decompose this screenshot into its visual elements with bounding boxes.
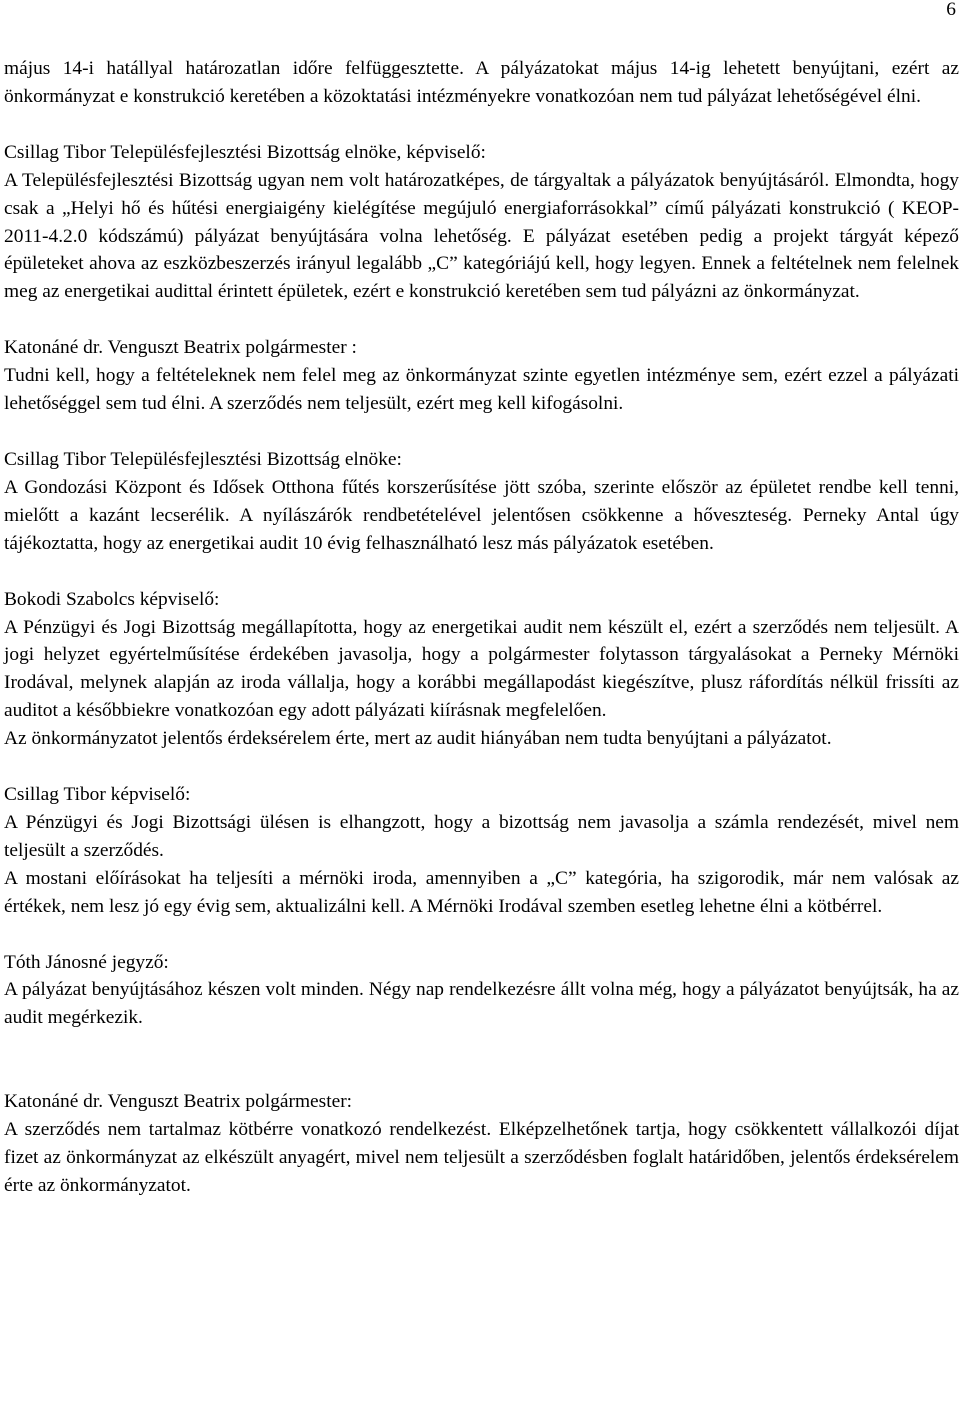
page-number: 6 (946, 0, 956, 20)
document-page (4, 0, 959, 1200)
speaker-heading: Katonáné dr. Venguszt Beatrix polgármester: (4, 1091, 353, 1113)
section-katonane-2 (4, 1088, 959, 1200)
section-csillag-2 (4, 446, 959, 558)
statement-paragraph: A Pénzügyi és Jogi Bizottsági ülésen is elhangzott, hogy a bizottság nem javasolja a számla rendezését, mivel nem teljesült a szerződés. (4, 811, 959, 861)
speaker-heading: Csillag Tibor Településfejlesztési Bizottság elnöke: (4, 448, 402, 470)
speaker-heading: Katonáné dr. Venguszt Beatrix polgármester : (4, 337, 357, 359)
section-csillag-3 (4, 781, 959, 921)
statement-paragraph: Tudni kell, hogy a feltételeknek nem felel meg az önkormányzat szinte egyetlen intézménye sem, ezért ezzel a pályázati lehetőséggel sem tud élni. A szerződés nem teljesült, ezért meg kell kifogásolni. (4, 365, 959, 415)
statement-paragraph: A mostani előírásokat ha teljesíti a mérnöki iroda, amennyiben a „C” kategória, ha szigorodik, már nem valósak az értékek, nem lesz jó egy évig sem, aktualizálni kell. A Mérnöki Irodával szemben esetleg lehetne élni a kötbérrel. (4, 867, 959, 917)
speaker-heading: Csillag Tibor Településfejlesztési Bizottság elnöke, képviselő: (4, 141, 486, 163)
speaker-heading: Csillag Tibor képviselő: (4, 784, 191, 806)
intro-paragraph: május 14-i hatállyal határozatlan időre felfüggesztette. A pályázatokat május 14-ig lehetett benyújtani, ezért az önkormányzat e konstrukció keretében a közoktatási intézményekre vonatkozóan nem tud pályázat lehetőségével élni. (4, 58, 959, 107)
statement-paragraph: A Pénzügyi és Jogi Bizottság megállapította, hogy az energetikai audit nem készült el, ezért a szerződés nem teljesült. A jogi helyzet egyértelműsítése érdekében javasolja, hogy a polgármester folytasson tárgyalásokat a Perneky Mérnöki Irodával, melynek alapján az iroda vállalja, hogy a korábbi megállapodást kiegészítve, plusz ráfordítás nélkül frissíti az auditot a későbbiekre vonatkozóan egy adott pályázati kiírásnak megfelelően. (4, 616, 959, 722)
section-csillag-1 (4, 139, 959, 306)
statement-paragraph: A Településfejlesztési Bizottság ugyan nem volt határozatképes, de tárgyaltak a pályázatok benyújtásáról. Elmondta, hogy csak a „Helyi hő és hűtési energiaigény kielégítése megújuló energiaforrásokkal” című pályázati konstrukció ( KEOP-2011-4.2.0 kódszámú) pályázat benyújtására volna lehetőség. E pályázat esetében pedig a projekt tárgyát képező épületeket ahova az eszközbeszerzés irányul legalább „C” kategóriájú kell, hogy legyen. Ennek a feltételnek nem felelnek meg az energetikai audittal érintett épületek, ezért e konstrukció keretében sem tud pályázni az önkormányzat. (4, 169, 959, 303)
statement-paragraph: A Gondozási Központ és Idősek Otthona fűtés korszerűsítése jött szóba, szerinte először az épületet rendbe kell tenni, mielőtt a kazánt lecserélik. A nyílászárók rendbetételével jelentősen csökkenne a hőveszteség. Perneky Antal úgy tájékoztatta, hogy az energetikai audit 10 évig felhasználható lesz más pályázatok esetében. (4, 476, 959, 554)
section-bokodi (4, 586, 959, 753)
statement-paragraph: Az önkormányzatot jelentős érdeksérelem érte, mert az audit hiányában nem tudta benyújtani a pályázatot. (4, 728, 832, 750)
section-katonane-1 (4, 334, 959, 418)
statement-paragraph: A pályázat benyújtásához készen volt minden. Négy nap rendelkezésre állt volna még, hogy a pályázatot benyújtsák, ha az audit megérkezik. (4, 979, 959, 1029)
speaker-heading: Tóth Jánosné jegyző: (4, 951, 169, 973)
statement-paragraph: A szerződés nem tartalmaz kötbérre vonatkozó rendelkezést. Elképzelhetőnek tartja, hogy csökkentett vállalkozói díjat fizet az önkormányzat az elkészült anyagért, mivel nem teljesült a szerződésben foglalt határidőben, jelentős érdeksérelem érte az önkormányzatot. (4, 1119, 959, 1196)
section-toth (4, 949, 959, 1033)
speaker-heading: Bokodi Szabolcs képviselő: (4, 588, 220, 610)
